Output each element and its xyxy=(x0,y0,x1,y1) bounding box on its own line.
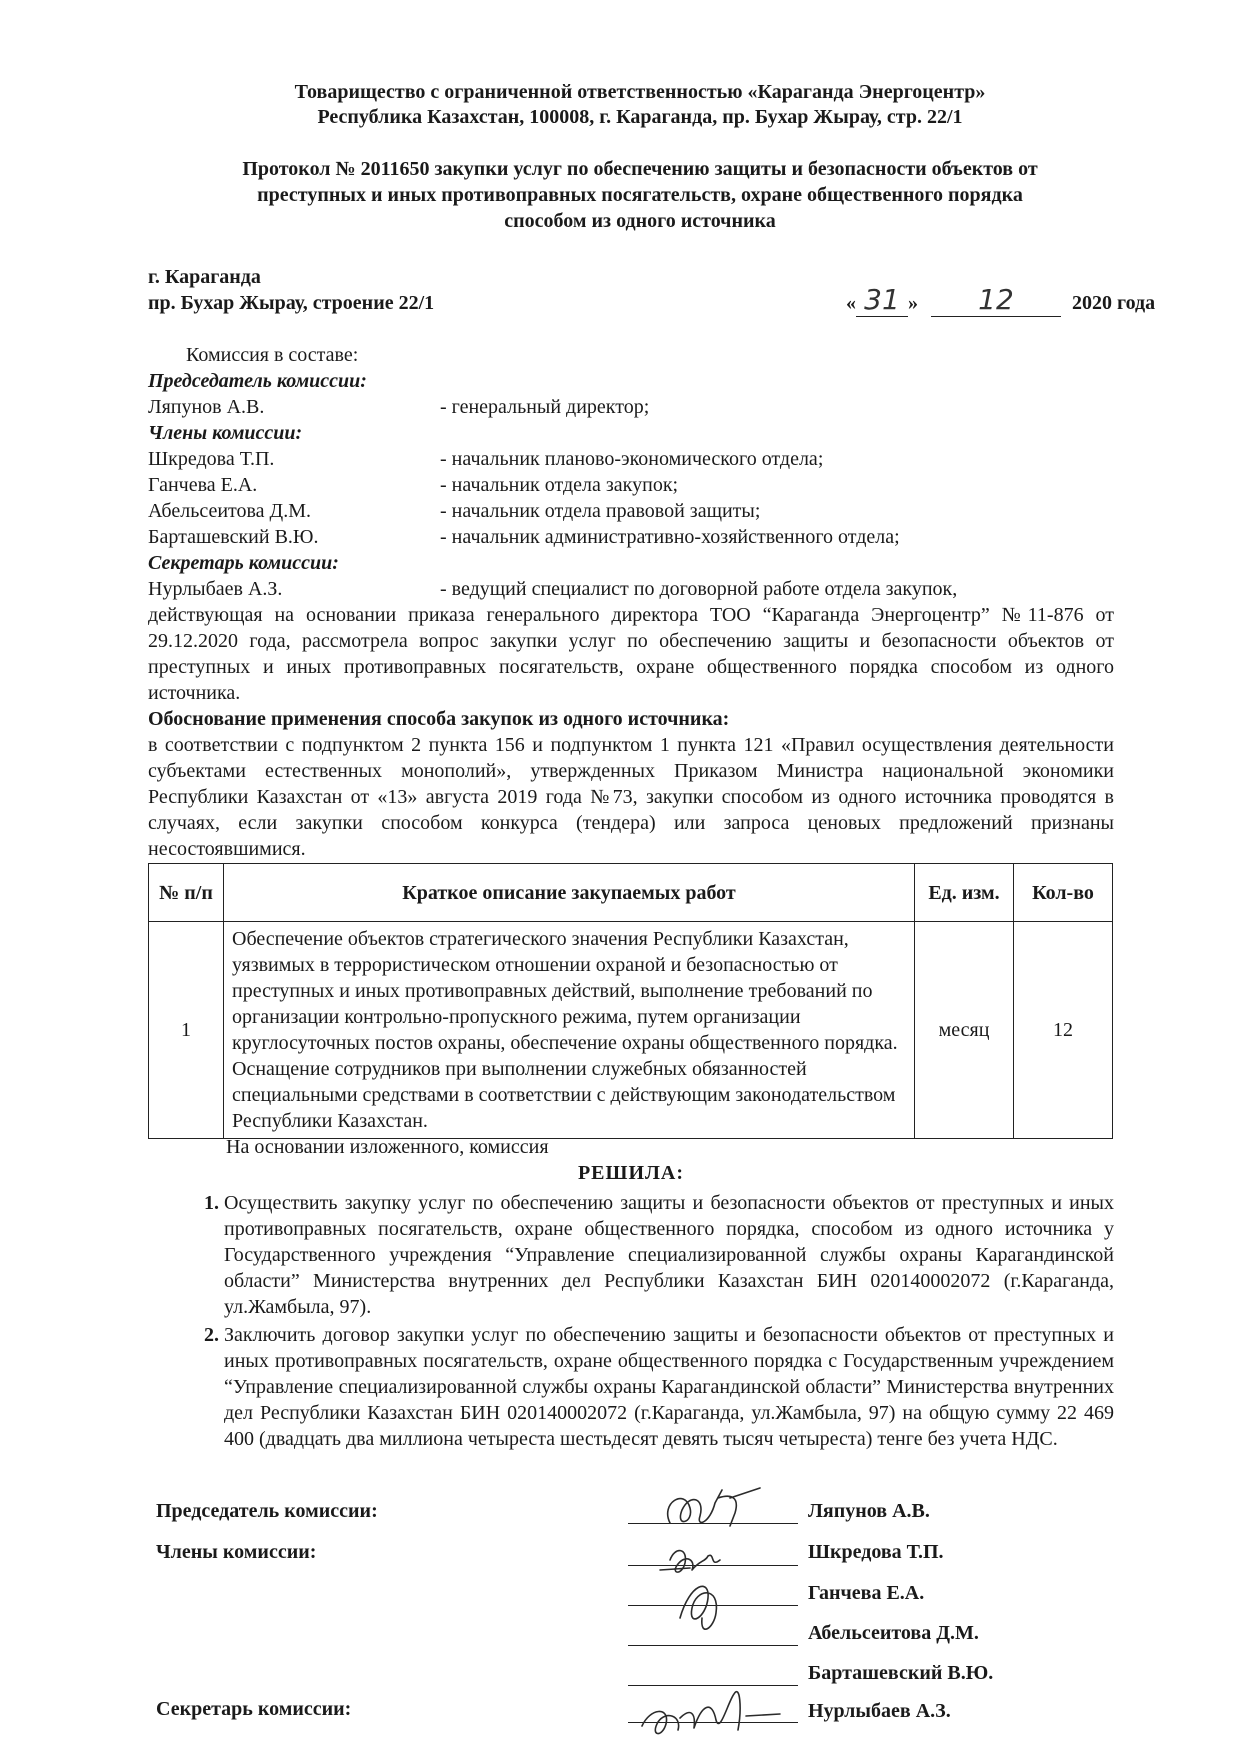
organization-address: Республика Казахстан, 100008, г. Караганда, пр. Бухар Жырау, стр. 22/1 xyxy=(317,106,963,128)
protocol-title xyxy=(150,156,1130,234)
signatory-name: Шкредова Т.П. xyxy=(808,1541,944,1563)
row-number: 1 xyxy=(149,922,224,1139)
signatory-name: Абельсеитова Д.М. xyxy=(808,1622,979,1644)
column-header-quantity: Кол-во xyxy=(1014,864,1113,922)
column-header-unit: Ед. изм. xyxy=(915,864,1014,922)
location-city: г. Караганда xyxy=(148,266,261,288)
member-name: Нурлыбаев А.З. xyxy=(148,578,283,600)
commission-member-row xyxy=(148,498,1114,524)
location-street: пр. Бухар Жырау, строение 22/1 xyxy=(148,292,435,314)
members-heading: Члены комиссии: xyxy=(148,422,303,444)
member-role: - ведущий специалист по договорной работе отдела закупок, xyxy=(440,578,958,600)
protocol-date: « 31 » 12 2020 года xyxy=(846,283,1156,316)
decision-intro: На основании изложенного, комиссия xyxy=(226,1136,549,1158)
chair-heading: Председатель комиссии: xyxy=(148,370,367,392)
location-block xyxy=(148,264,434,316)
organization-name: Товарищество с ограниченной ответственностью «Караганда Энергоцентр» xyxy=(294,81,986,103)
member-role: - генеральный директор; xyxy=(440,396,650,418)
justification-text: в соответствии с подпунктом 2 пункта 156 и подпунктом 1 пункта 121 «Правил осуществления деятельности субъектами естественных монополий», утвержденных Приказом Министра национальной экономики Республики Казахстан от «13» августа 2019 года №73, закупки способом из одного источника проводятся в случаях, если закупки способом конкурса (тендера) или запроса ценовых предложений признаны несостоявшимися. xyxy=(148,734,1114,860)
member-role: - начальник планово-экономического отдела; xyxy=(440,448,824,470)
member-role: - начальник отдела закупок; xyxy=(440,474,679,496)
chair-signature-label: Председатель комиссии: xyxy=(156,1500,378,1522)
commission-member-row xyxy=(148,472,1114,498)
date-day: 31 xyxy=(864,283,900,316)
protocol-title-line: преступных и иных противоправных посягательств, охране общественного порядка xyxy=(257,184,1023,206)
member-role: - начальник административно-хозяйственного отдела; xyxy=(440,526,900,548)
signatory-name: Ляпунов А.В. xyxy=(808,1500,930,1522)
signature-member xyxy=(660,1551,720,1573)
member-name: Абельсеитова Д.М. xyxy=(148,500,311,522)
secretary-heading: Секретарь комиссии: xyxy=(148,552,339,574)
column-header-description: Краткое описание закупаемых работ xyxy=(224,864,915,922)
protocol-title-line: способом из одного источника xyxy=(504,210,776,232)
decision-item: 2. Заключить договор закупки услуг по обеспечению защиты и безопасности объектов от преступных и иных противоправных посягательств, охране общественного порядка с Государственным учреждением “Управление специализированной службы охраны Карагандинской области” Министерства внутренних дел Республики Казахстан БИН 020140002072 (г.Караганда, ул.Жамбыла, 97) на общую сумму 22 469 400 (двадцать два миллиона четыреста шестьдесят девять тысяч четыреста) тенге без учета НДС. xyxy=(224,1322,1114,1452)
justification-heading: Обоснование применения способа закупок из одного источника: xyxy=(148,708,730,730)
decision-heading: РЕШИЛА: xyxy=(577,1162,685,1184)
commission-intro: Комиссия в составе: xyxy=(186,344,359,366)
column-header-number: № п/п xyxy=(149,864,224,922)
date-month: 12 xyxy=(978,283,1014,316)
signatory-name: Нурлыбаев А.З. xyxy=(808,1700,951,1722)
row-description: Обеспечение объектов стратегического значения Республики Казахстан, уязвимых в террористическом отношении охраной и безопасностью от преступных и иных противоправных действий, выполнение требований по организации контрольно-пропускного режима, путем организации круглосуточных постов охраны, обеспечение охраны общественного порядка. Оснащение сотрудников при выполнении служебных обязанностей специальными средствами в соответствии с действующим законодательством Республики Казахстан. xyxy=(224,922,915,1139)
members-signature-label: Члены комиссии: xyxy=(156,1541,317,1563)
member-role: - начальник отдела правовой защиты; xyxy=(440,500,761,522)
secretary-signature-label: Секретарь комиссии: xyxy=(156,1698,352,1720)
signature-secretary xyxy=(642,1692,780,1734)
signatory-name: Барташевский В.Ю. xyxy=(808,1662,994,1684)
commission-member-row xyxy=(148,394,1114,420)
commission-paragraph: действующая на основании приказа генерального директора ТОО “Караганда Энергоцентр” №11-876 от 29.12.2020 года, рассмотрела вопрос закупки услуг по обеспечению защиты и безопасности объектов от преступных и иных противоправных посягательств, охране общественного порядка способом из одного источника. xyxy=(148,604,1114,704)
member-name: Барташевский В.Ю. xyxy=(148,526,319,548)
member-name: Ляпунов А.В. xyxy=(148,396,265,418)
signature-chair xyxy=(668,1488,760,1526)
member-name: Шкредова Т.П. xyxy=(148,448,275,470)
table-row xyxy=(149,922,1113,1139)
date-year: 2020 года xyxy=(1072,292,1156,314)
decision-block xyxy=(148,1134,1114,1454)
row-unit: месяц xyxy=(915,922,1014,1139)
document-header xyxy=(150,80,1130,130)
handwritten-signatures xyxy=(630,1468,810,1758)
procurement-table xyxy=(148,863,1113,1139)
table-header-row xyxy=(149,864,1113,922)
signature-member xyxy=(680,1586,716,1629)
commission-member-row xyxy=(148,446,1114,472)
commission-member-row xyxy=(148,576,1114,602)
commission-block xyxy=(148,342,1114,862)
decision-item: 1. Осуществить закупку услуг по обеспечению защиты и безопасности объектов от преступных и иных противоправных посягательств, охране общественного порядка, способом из одного источника у Государственного учреждения “Управление специализированной службы охраны Карагандинской области” Министерства внутренних дел Республики Казахстан БИН 020140002072 (г.Караганда, ул.Жамбыла, 97). xyxy=(224,1190,1114,1320)
row-quantity: 12 xyxy=(1014,922,1113,1139)
signatory-name: Ганчева Е.А. xyxy=(808,1582,925,1604)
member-name: Ганчева Е.А. xyxy=(148,474,258,496)
protocol-title-line: Протокол № 2011650 закупки услуг по обеспечению защиты и безопасности объектов от xyxy=(242,158,1038,180)
commission-member-row xyxy=(148,524,1114,550)
